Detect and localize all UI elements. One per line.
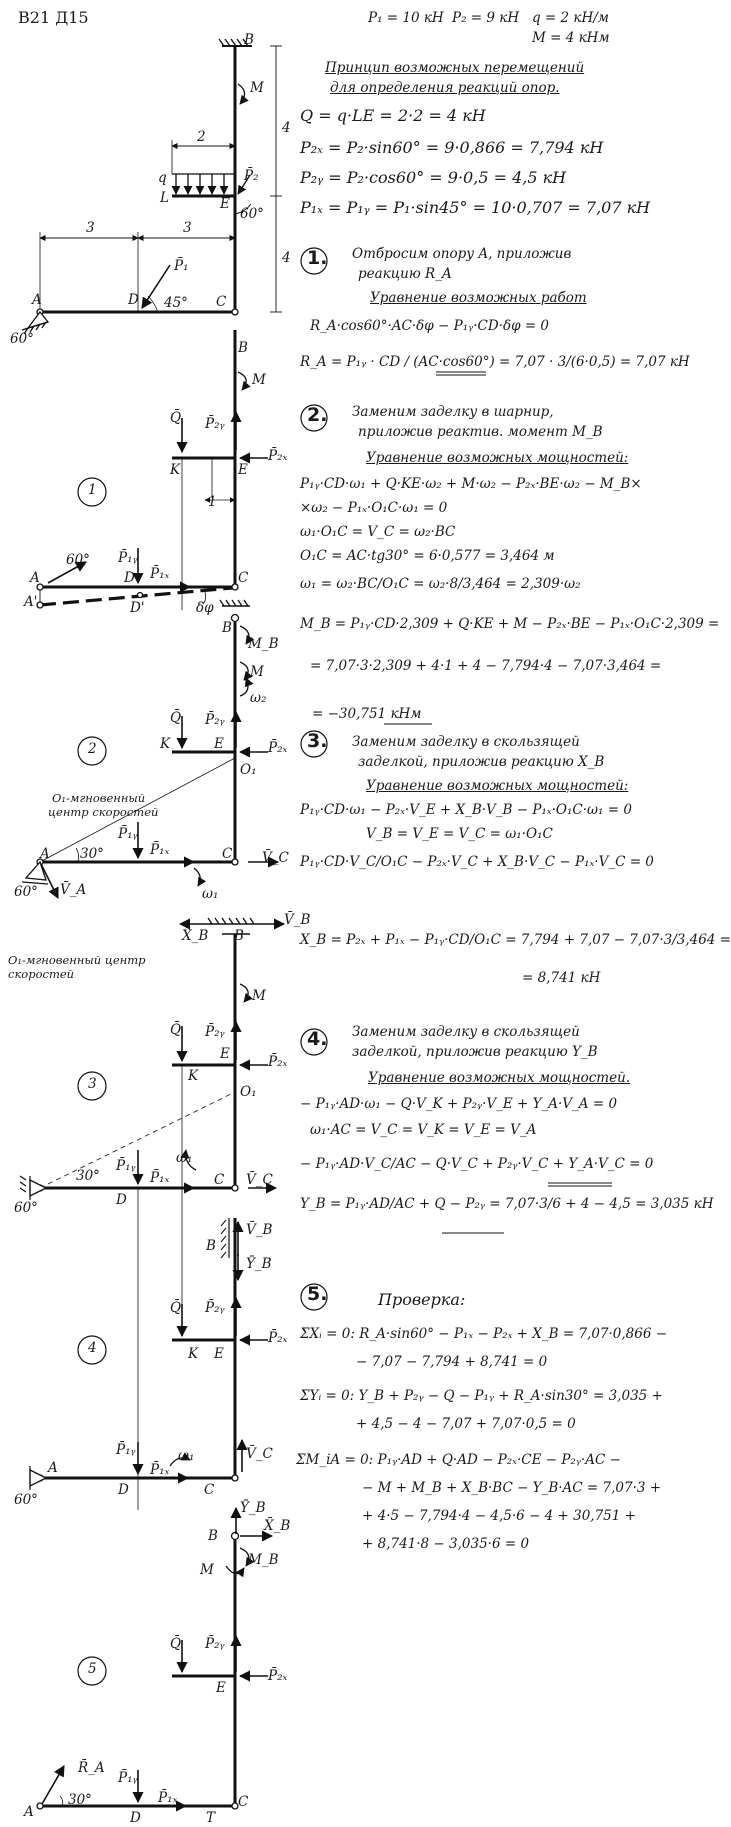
step2-eq4: O₁C = AC·tg30° = 6·0,577 = 3,464 м bbox=[300, 548, 555, 564]
check-sy2: + 4,5 − 4 − 7,07 + 7,07·0,5 = 0 bbox=[356, 1416, 576, 1432]
check-sm4: + 8,741·8 − 3,035·6 = 0 bbox=[362, 1536, 530, 1552]
step2-header: Уравнение возможных мощностей: bbox=[366, 450, 629, 466]
label-P1x-2: P̄₁ₓ bbox=[150, 842, 170, 858]
label-P2x-1: P̄₂ₓ bbox=[268, 448, 288, 464]
label-B3: B bbox=[234, 928, 244, 944]
diagram-5 bbox=[37, 1508, 272, 1809]
label-E5: E bbox=[216, 1680, 226, 1696]
given-p2: P₂ = 9 кН bbox=[452, 10, 520, 26]
step4-eq4: Y_B = P₁ᵧ·AD/AC + Q − P₂ᵧ = 7,07·3/6 + 4 − 4,5 = 3,035 кН bbox=[300, 1196, 714, 1212]
label-VC3: V̄_C bbox=[246, 1172, 273, 1188]
circle-5: 5 bbox=[88, 1661, 97, 1677]
given-q: q = 2 кН/м bbox=[532, 10, 609, 26]
step1-line2: реакцию R_A bbox=[358, 266, 452, 282]
label-D4: D bbox=[118, 1482, 129, 1498]
label-E0: E bbox=[220, 196, 230, 212]
angle-60-3: 60° bbox=[14, 1200, 38, 1216]
step2-number: 2. bbox=[307, 404, 328, 426]
label-B0: B bbox=[244, 32, 254, 48]
label-B2: B bbox=[222, 620, 232, 636]
dim-3a: 3 bbox=[86, 220, 95, 236]
step1-header: Уравнение возможных работ bbox=[370, 290, 587, 306]
step1-eq2: R_A = P₁ᵧ · CD / (AC·cos60°) = 7,07 · 3/(6·0,5) = 7,07 кН bbox=[300, 354, 690, 370]
step2-eq8: = −30,751 кНм bbox=[312, 706, 422, 722]
circle-1: 1 bbox=[88, 482, 97, 498]
dim-2: 2 bbox=[197, 129, 206, 145]
label-P2y-3: P̄₂ᵧ bbox=[205, 1024, 225, 1040]
centre-label-4: скоростей bbox=[8, 967, 75, 981]
label-P1x-1: P̄₁ₓ bbox=[150, 566, 170, 582]
check-sm1: ΣM_iA = 0: P₁ᵧ·AD + Q·AD − P₂ₓ·CE − P₂ᵧ·AC − bbox=[296, 1452, 621, 1468]
step2-eq5: ω₁ = ω₂·BC/O₁C = ω₂·8/3,464 = 2,309·ω₂ bbox=[300, 576, 581, 592]
label-K3: K bbox=[188, 1068, 199, 1084]
centre-label-3: O₁-мгновенный центр bbox=[8, 953, 146, 967]
label-P2x-3: P̄₂ₓ bbox=[268, 1054, 288, 1070]
step4-number: 4. bbox=[307, 1028, 328, 1050]
label-C2: C bbox=[222, 846, 233, 862]
angle-60-1: 60° bbox=[66, 552, 90, 568]
label-P2x-4: P̄₂ₓ bbox=[268, 1330, 288, 1346]
label-w1-3: ω₁ bbox=[176, 1150, 193, 1166]
label-M0: M bbox=[250, 80, 264, 96]
given-m: M = 4 кНм bbox=[532, 30, 610, 46]
angle-30-5: 30° bbox=[68, 1792, 92, 1808]
label-P2y-1: P̄₂ᵧ bbox=[205, 416, 225, 432]
step3-number: 3. bbox=[307, 730, 328, 752]
label-C1: C bbox=[238, 570, 249, 586]
check-sm3: + 4·5 − 7,794·4 − 4,5·6 − 4 + 30,751 + bbox=[362, 1508, 636, 1524]
step3-eq2: V_B = V_E = V_C = ω₁·O₁C bbox=[366, 826, 553, 842]
step4-eq1: − P₁ᵧ·AD·ω₁ − Q·V_K + P₂ᵧ·V_E + Y_A·V_A = 0 bbox=[300, 1096, 618, 1112]
circle-2: 2 bbox=[88, 741, 97, 757]
label-VA2: V̄_A bbox=[60, 882, 87, 898]
angle-60-E: 60° bbox=[240, 206, 264, 222]
label-P1y-3: P̄₁ᵧ bbox=[116, 1158, 136, 1174]
angle-60-2: 60° bbox=[14, 884, 38, 900]
step2-eq1: P₁ᵧ·CD·ω₁ + Q·KE·ω₂ + M·ω₂ − P₂ₓ·BE·ω₂ − M_B× bbox=[300, 476, 642, 492]
label-A1: A bbox=[30, 570, 40, 586]
label-C4: C bbox=[204, 1482, 215, 1498]
label-M5: M bbox=[200, 1562, 214, 1578]
angle-45: 45° bbox=[164, 295, 188, 311]
label-M1: M bbox=[252, 372, 266, 388]
label-VB4: V̄_B bbox=[246, 1222, 273, 1238]
label-P1y-1: P̄₁ᵧ bbox=[118, 550, 138, 566]
step1-number: 1. bbox=[307, 247, 328, 269]
step3-eq1: P₁ᵧ·CD·ω₁ − P₂ₓ·V_E + X_B·V_B − P₁ₓ·O₁C·ω₁ = 0 bbox=[300, 802, 632, 818]
label-P2x-2: P̄₂ₓ bbox=[268, 740, 288, 756]
label-A2: A bbox=[40, 846, 50, 862]
label-P1y-5: P̄₁ᵧ bbox=[118, 1770, 138, 1786]
label-C5: C bbox=[238, 1794, 249, 1810]
label-YB4: Ȳ_B bbox=[246, 1256, 272, 1272]
intro-line2: для определения реакций опор. bbox=[330, 80, 560, 96]
label-K4: K bbox=[188, 1346, 199, 1362]
step3-eq5: = 8,741 кН bbox=[522, 970, 601, 986]
label-T5: T bbox=[206, 1810, 216, 1826]
label-A4: A bbox=[48, 1460, 58, 1476]
label-Q1: Q̄ bbox=[170, 410, 182, 426]
circle-4: 4 bbox=[88, 1340, 97, 1356]
angle-30-2: 30° bbox=[80, 846, 104, 862]
diagram-3 bbox=[20, 918, 284, 1510]
check-sm2: − M + M_B + X_B·BC − Y_B·AC = 7,07·3 + bbox=[362, 1480, 662, 1496]
step2-eq2: ×ω₂ − P₁ₓ·O₁C·ω₁ = 0 bbox=[300, 500, 448, 516]
label-M3: M bbox=[252, 988, 266, 1004]
label-B1: B bbox=[238, 340, 248, 356]
centre-label-2: центр скоростей bbox=[48, 805, 159, 819]
label-P1x-5: P̄₁ₓ bbox=[158, 1790, 178, 1806]
label-P2y-2: P̄₂ᵧ bbox=[205, 712, 225, 728]
circle-3: 3 bbox=[88, 1076, 97, 1092]
label-MB2: M_B bbox=[248, 636, 279, 652]
label-E1: E bbox=[238, 462, 248, 478]
label-P2: P̄₂ bbox=[244, 168, 259, 184]
step3-line1: Заменим заделку в скользящей bbox=[352, 734, 580, 750]
step3-header: Уравнение возможных мощностей: bbox=[366, 778, 629, 794]
given-p1: P₁ = 10 кН bbox=[368, 10, 444, 26]
label-Q2: Q̄ bbox=[170, 710, 182, 726]
step5-number: 5. bbox=[307, 1283, 328, 1305]
label-B5: B bbox=[208, 1528, 218, 1544]
step3-eq4: X_B = P₂ₓ + P₁ₓ − P₁ᵧ·CD/O₁C = 7,794 + 7,07 − 7,07·3/3,464 = bbox=[300, 932, 731, 948]
angle-60-A: 60° bbox=[10, 331, 34, 347]
step3-eq3: P₁ᵧ·CD·V_C/O₁C − P₂ₓ·V_C + X_B·V_C − P₁ₓ·V_C = 0 bbox=[300, 854, 654, 870]
label-Q4: Q̄ bbox=[170, 1300, 182, 1316]
dim-3b: 3 bbox=[183, 220, 192, 236]
check-sx2: − 7,07 − 7,794 + 8,741 = 0 bbox=[356, 1354, 548, 1370]
label-P1x-3: P̄₁ₓ bbox=[150, 1170, 170, 1186]
step4-header: Уравнение возможных мощностей. bbox=[368, 1070, 631, 1086]
label-C0: C bbox=[216, 294, 227, 310]
eq-q: Q = q·LE = 2·2 = 4 кН bbox=[300, 106, 486, 125]
label-VC4: V̄_C bbox=[246, 1446, 273, 1462]
label-K2: K bbox=[160, 736, 171, 752]
step2-eq7: = 7,07·3·2,309 + 4·1 + 4 − 7,794·4 − 7,07·3,464 = bbox=[310, 658, 662, 674]
label-q: q bbox=[158, 170, 167, 186]
angle-30-3: 30° bbox=[76, 1168, 100, 1184]
label-E2: E bbox=[214, 736, 224, 752]
label-XB3: X̄_B bbox=[182, 928, 209, 944]
label-L: L bbox=[160, 190, 169, 206]
label-MB5: M_B bbox=[248, 1552, 279, 1568]
label-A5: A bbox=[24, 1804, 34, 1820]
label-P2x-5: P̄₂ₓ bbox=[268, 1668, 288, 1684]
label-D1: D bbox=[124, 570, 135, 586]
variant-title: В21 Д15 bbox=[18, 8, 89, 27]
label-M2: M bbox=[250, 664, 264, 680]
label-Q3: Q̄ bbox=[170, 1022, 182, 1038]
label-XB5: X̄_B bbox=[264, 1518, 291, 1534]
step4-line2: заделкой, приложив реакцию Y_B bbox=[352, 1044, 598, 1060]
label-A0: A bbox=[32, 292, 42, 308]
centre-label-1: O₁-мгновенный bbox=[52, 791, 146, 805]
label-dphi: δφ bbox=[196, 600, 214, 616]
label-E4: E bbox=[214, 1346, 224, 1362]
dim-4a: 4 bbox=[282, 120, 291, 136]
label-YB5: Ȳ_B bbox=[240, 1500, 266, 1516]
label-Q5: Q̄ bbox=[170, 1636, 182, 1652]
label-D3: D bbox=[116, 1192, 127, 1208]
angle-60-4: 60° bbox=[14, 1492, 38, 1508]
label-Ap: A' bbox=[24, 594, 38, 610]
dim-4b: 4 bbox=[282, 250, 291, 266]
label-P1y-2: P̄₁ᵧ bbox=[118, 826, 138, 842]
label-O1-3: O₁ bbox=[240, 1084, 257, 1100]
step4-eq2: ω₁·AC = V_C = V_K = V_E = V_A bbox=[310, 1122, 537, 1138]
label-D5: D bbox=[130, 1810, 141, 1826]
step5-header: Проверка: bbox=[378, 1290, 466, 1309]
eq-p2x: P₂ₓ = P₂·sin60° = 9·0,866 = 7,794 кН bbox=[300, 138, 604, 157]
step2-line1: Заменим заделку в шарнир, bbox=[352, 404, 554, 420]
step1-eq1: R_A·cos60°·AC·δφ − P₁ᵧ·CD·δφ = 0 bbox=[310, 318, 550, 334]
label-VB3: V̄_B bbox=[284, 912, 311, 928]
label-C3: C bbox=[214, 1172, 225, 1188]
diagram-0 bbox=[22, 39, 282, 334]
label-RA5: R̄_A bbox=[78, 1760, 105, 1776]
eq-p1: P₁ₓ = P₁ᵧ = P₁·sin45° = 10·0,707 = 7,07 кН bbox=[300, 198, 651, 217]
label-P2y-5: P̄₂ᵧ bbox=[205, 1636, 225, 1652]
check-sx1: ΣXᵢ = 0: R_A·sin60° − P₁ₓ − P₂ₓ + X_B = 7,07·0,866 − bbox=[300, 1326, 668, 1342]
label-B4: B bbox=[206, 1238, 216, 1254]
step2-line2: приложив реактив. момент M_B bbox=[358, 424, 603, 440]
dim-1: 1 bbox=[208, 494, 217, 510]
label-P1x-4: P̄₁ₓ bbox=[150, 1462, 170, 1478]
eq-p2y: P₂ᵧ = P₂·cos60° = 9·0,5 = 4,5 кН bbox=[300, 168, 567, 187]
label-P2y-4: P̄₂ᵧ bbox=[205, 1300, 225, 1316]
label-P1: P̄₁ bbox=[174, 258, 189, 274]
step1-line1: Отбросим опору A, приложив bbox=[352, 246, 572, 262]
label-K1: K bbox=[170, 462, 181, 478]
step4-eq3: − P₁ᵧ·AD·V_C/AC − Q·V_C + P₂ᵧ·V_C + Y_A·V_C = 0 bbox=[300, 1156, 654, 1172]
label-w2: ω₂ bbox=[250, 690, 267, 706]
label-Dp: D' bbox=[130, 600, 145, 616]
label-w1-4: ω₁ bbox=[178, 1448, 195, 1464]
label-w1-2: ω₁ bbox=[202, 886, 219, 902]
intro-line1: Принцип возможных перемещений bbox=[325, 60, 585, 76]
diagram-4 bbox=[30, 1218, 268, 1490]
label-E3: E bbox=[220, 1046, 230, 1062]
step2-eq6: M_B = P₁ᵧ·CD·2,309 + Q·KE + M − P₂ₓ·BE − P₁ₓ·O₁C·2,309 = bbox=[300, 616, 720, 632]
label-VC2: V̄_C bbox=[262, 850, 289, 866]
step2-eq3: ω₁·O₁C = V_C = ω₂·BC bbox=[300, 524, 456, 540]
label-P1y-4: P̄₁ᵧ bbox=[116, 1442, 136, 1458]
step4-line1: Заменим заделку в скользящей bbox=[352, 1024, 580, 1040]
step3-line2: заделкой, приложив реакцию X_B bbox=[358, 754, 605, 770]
label-D0: D bbox=[128, 292, 139, 308]
label-O1-2: O₁ bbox=[240, 762, 257, 778]
check-sy1: ΣYᵢ = 0: Y_B + P₂ᵧ − Q − P₁ᵧ + R_A·sin30° = 3,035 + bbox=[300, 1388, 663, 1404]
